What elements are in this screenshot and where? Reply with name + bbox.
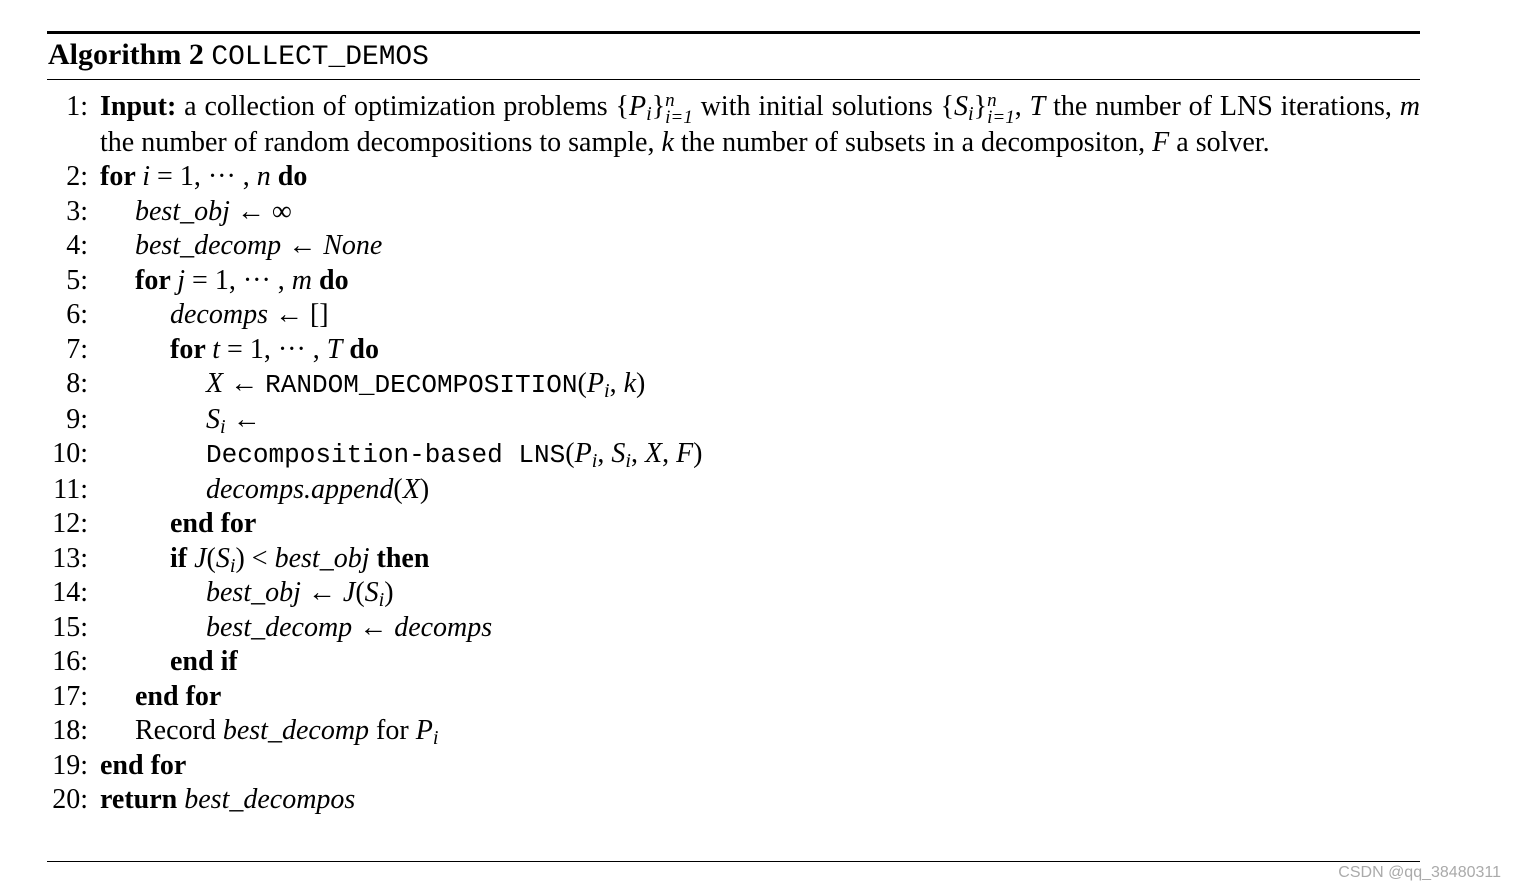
math-var: decomps.append <box>206 473 394 505</box>
algorithm-line <box>0 783 1516 818</box>
subscript: i <box>646 103 652 126</box>
text: ← [] <box>267 299 329 331</box>
line-content <box>206 437 703 473</box>
superscript: n <box>665 90 675 112</box>
math-var: S <box>954 91 969 122</box>
keyword: end for <box>100 749 187 781</box>
text: ( <box>206 542 216 574</box>
algorithm-line <box>0 264 1516 299</box>
math-var: None <box>323 230 383 262</box>
title-rule <box>47 79 1420 80</box>
math-var: X <box>644 438 663 470</box>
keyword: return <box>100 784 185 816</box>
algorithm-line <box>0 611 1516 646</box>
subscript: i <box>603 380 610 403</box>
math-var: best_obj <box>206 577 301 609</box>
line-number: 9: <box>66 403 88 435</box>
text: = 1, ··· , <box>150 161 257 193</box>
math-var: S <box>364 577 379 609</box>
text: the number of subsets in a decompositon, <box>673 126 1153 158</box>
line-number: 4: <box>66 230 88 262</box>
line-number: 16: <box>52 646 88 678</box>
text: ← <box>223 368 266 400</box>
text: ( <box>565 438 575 470</box>
subscript: i <box>968 103 974 126</box>
line-content <box>100 90 1420 160</box>
text: , <box>597 438 612 470</box>
math-var: j <box>177 264 186 296</box>
line-content <box>170 507 256 542</box>
line-content <box>135 680 221 715</box>
line-number: 6: <box>66 299 88 331</box>
math-var: X <box>402 473 420 505</box>
line-content <box>135 714 438 749</box>
algorithm-line <box>0 403 1516 438</box>
line-content <box>100 783 355 818</box>
algorithm-name: COLLECT_DEMOS <box>211 42 429 73</box>
text: ) <box>384 577 394 609</box>
math-var: m <box>291 264 313 296</box>
math-var: S <box>611 438 626 470</box>
line-content <box>170 542 429 577</box>
text: , <box>1014 91 1030 122</box>
text: the number of random decompositions to sample, <box>100 126 662 158</box>
algorithm-line <box>0 473 1516 508</box>
keyword: for <box>170 333 213 365</box>
math-var: decomps <box>394 611 493 643</box>
subscript: i <box>591 450 598 473</box>
algorithm-line <box>0 749 1516 784</box>
math-var: J <box>342 577 356 609</box>
subscript: i <box>432 727 439 750</box>
math-var: best_obj <box>274 542 370 574</box>
line-content <box>135 195 292 230</box>
math-var: k <box>661 126 674 158</box>
math-var: F <box>676 438 694 470</box>
math-var: P <box>415 715 433 747</box>
text: Record <box>135 715 223 747</box>
subscript: i=1 <box>987 106 1015 128</box>
math-var: i <box>142 161 151 193</box>
keyword: for <box>100 161 143 193</box>
algorithm-line <box>0 90 1516 160</box>
watermark: CSDN @qq_38480311 <box>1338 864 1501 881</box>
algorithm-line <box>0 298 1516 333</box>
text: , <box>630 438 645 470</box>
keyword: if <box>170 542 195 574</box>
math-var: S <box>215 542 230 574</box>
math-var: t <box>212 333 221 365</box>
text: ( <box>393 473 403 505</box>
keyword: for <box>135 264 178 296</box>
algorithm-line <box>0 645 1516 680</box>
line-content <box>100 749 186 784</box>
keyword: end for <box>135 680 222 712</box>
index-range <box>665 90 693 128</box>
line-number: 15: <box>52 611 88 643</box>
line-content <box>206 611 492 646</box>
algorithm-title <box>48 34 429 79</box>
text: the number of LNS iterations, <box>1045 91 1400 122</box>
algorithm-line <box>0 507 1516 542</box>
text: ( <box>577 368 587 400</box>
keyword: then <box>369 542 430 574</box>
algorithm-line <box>0 437 1516 473</box>
line-number: 3: <box>66 195 88 227</box>
text: ← ∞ <box>229 195 292 227</box>
text: , <box>609 368 624 400</box>
keyword: Input: <box>100 91 177 122</box>
math-var: decomps <box>170 299 268 331</box>
line-number: 13: <box>52 542 88 574</box>
line-number: 12: <box>52 508 88 540</box>
text: ( <box>355 577 365 609</box>
line-number: 19: <box>52 749 88 781</box>
algorithm-line <box>0 229 1516 264</box>
text: ← <box>300 577 343 609</box>
algorithm-line <box>0 576 1516 611</box>
line-content <box>206 367 645 403</box>
math-var: best_decomp <box>206 611 353 643</box>
subscript: i <box>378 589 385 612</box>
keyword: end for <box>170 508 257 540</box>
text: ← <box>281 230 324 262</box>
math-var: best_obj <box>135 195 230 227</box>
text: a collection of optimization problems { <box>176 91 629 122</box>
math-var: m <box>1399 91 1420 122</box>
line-content <box>135 264 349 299</box>
line-number: 14: <box>52 577 88 609</box>
line-content <box>135 229 382 264</box>
math-var: J <box>194 542 207 574</box>
math-var: T <box>1029 91 1046 122</box>
line-number: 5: <box>66 264 88 296</box>
line-content <box>170 298 329 333</box>
line-content <box>206 576 394 611</box>
math-var: P <box>628 91 647 122</box>
keyword: do <box>312 264 349 296</box>
math-var: n <box>256 161 271 193</box>
index-range <box>987 90 1015 128</box>
algorithm-line <box>0 680 1516 715</box>
line-number: 18: <box>52 715 88 747</box>
text: ) <box>636 368 646 400</box>
text: ) <box>693 438 703 470</box>
line-content <box>100 160 307 195</box>
text: } <box>973 91 988 122</box>
math-var: X <box>206 368 224 400</box>
algorithm-line <box>0 160 1516 195</box>
line-number: 11: <box>53 473 88 505</box>
math-var: k <box>623 368 637 400</box>
line-content <box>170 333 379 368</box>
keyword: end if <box>170 646 238 678</box>
math-var: P <box>574 438 592 470</box>
text: , <box>662 438 677 470</box>
line-number: 17: <box>52 680 88 712</box>
line-number: 1: <box>66 91 88 122</box>
text: ) <box>419 473 430 505</box>
line-number: 7: <box>66 333 88 365</box>
math-var: P <box>586 368 604 400</box>
algorithm-body <box>0 90 1516 818</box>
text: = 1, ··· , <box>220 333 327 365</box>
line-number: 8: <box>66 368 88 400</box>
text: } <box>651 91 666 122</box>
text: for <box>369 715 416 747</box>
subscript: i <box>229 554 236 577</box>
line-content <box>206 473 429 508</box>
subscript: i <box>220 415 226 438</box>
text: ← <box>352 611 395 643</box>
line-content <box>206 403 261 438</box>
line-number: 20: <box>52 784 88 816</box>
math-var: best_decomp <box>135 230 282 262</box>
line-number: 2: <box>66 161 88 193</box>
math-var: T <box>326 333 343 365</box>
keyword: do <box>270 161 308 193</box>
algorithm-line <box>0 195 1516 230</box>
superscript: n <box>987 90 997 112</box>
algorithm-label: Algorithm 2 <box>48 38 204 71</box>
algorithm-line <box>0 333 1516 368</box>
algorithm-line <box>0 714 1516 749</box>
text: with initial solutions { <box>692 91 955 122</box>
subscript: i <box>625 450 631 473</box>
math-var: S <box>206 403 220 435</box>
text: = 1, ··· , <box>185 264 292 296</box>
algorithm-line <box>0 367 1516 403</box>
function-name: RANDOM_DECOMPOSITION <box>265 370 578 401</box>
line-number: 10: <box>52 438 88 470</box>
text: ← <box>225 403 261 435</box>
keyword: do <box>342 333 379 365</box>
math-var: best_decompos <box>184 784 356 816</box>
algorithm-line <box>0 542 1516 577</box>
text: ) < <box>235 542 275 574</box>
math-var: best_decomp <box>222 715 370 747</box>
line-content <box>170 645 238 680</box>
function-name: Decomposition-based LNS <box>206 440 566 471</box>
text: a solver. <box>1169 126 1270 158</box>
subscript: i=1 <box>665 106 693 128</box>
math-var: F <box>1152 126 1170 158</box>
bottom-rule <box>47 861 1420 862</box>
